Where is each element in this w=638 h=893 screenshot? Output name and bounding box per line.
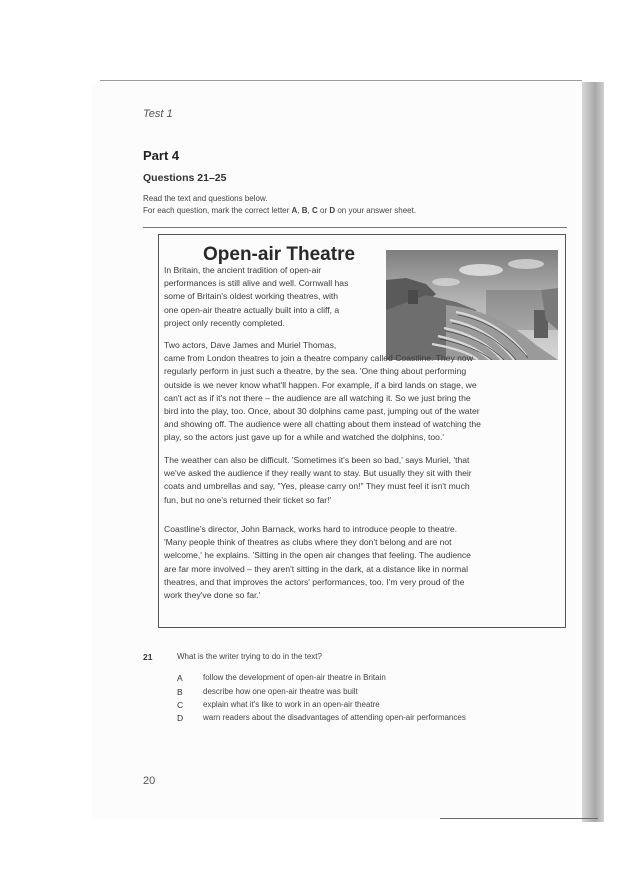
article-title: Open-air Theatre [203, 244, 356, 265]
questions-range: Questions 21–25 [143, 172, 227, 184]
text-line: play, so the actors just gave up for a while and watched the dolphins, too.' [164, 432, 444, 443]
text-line: welcome,' he explains. 'Sitting in the open air changes that feeling. The audience [164, 550, 471, 561]
text-line: coats and umbrellas and say, "Yes, please carry on!" They must feel it isn't much [164, 481, 470, 492]
instruction-line: Read the text and questions below. [143, 194, 268, 203]
option-c-text[interactable]: explain what it's like to work in an open-air theatre [203, 700, 380, 709]
box-top-rule [143, 227, 567, 228]
text-line: one open-air theatre actually built into a cliff, a [164, 304, 340, 315]
article-paragraph-1 [164, 264, 348, 330]
text-line: theatres, and that improves the actors' performances, too. I'm very proud of the [164, 576, 465, 587]
text-line: In Britain, the ancient tradition of open-air [164, 265, 322, 275]
top-rule [100, 80, 582, 81]
option-a-letter[interactable]: A [177, 673, 183, 683]
instructions [143, 193, 563, 217]
text-line: work they've done so far.' [164, 590, 261, 601]
option-b-letter[interactable]: B [177, 687, 183, 697]
text-line: bird into the play, too. Once, about 30 dolphins came past, jumping out of the water [164, 406, 480, 417]
option-d-letter[interactable]: D [177, 713, 184, 723]
page-number: 20 [143, 775, 156, 787]
question-stem: What is the writer trying to do in the text? [177, 652, 322, 661]
text-line: The weather can also be difficult. 'Sometimes it's been so bad,' says Muriel, 'that [164, 455, 470, 465]
text-line: fun, but no one's returned their ticket so far!' [164, 494, 332, 505]
text-line: and showing off. The audience were all chatting about them instead of watching the [164, 419, 481, 430]
text-line: project only recently completed. [164, 317, 285, 328]
text-line: regularly perform in just such a theatre, by the sea. 'One thing about performing [164, 366, 467, 377]
bottom-line [440, 818, 598, 819]
scan-shadow-band [582, 82, 604, 822]
text-line: outside is we never know what'll happen. For example, if a bird lands on stage, we [164, 379, 477, 390]
option-c-letter[interactable]: C [177, 700, 184, 710]
text-line: came from London theatres to join a theatre company called Coastline. They now [164, 353, 473, 364]
article-paragraph-3 [164, 454, 472, 507]
option-d-text[interactable]: warn readers about the disadvantages of attending open-air performances [203, 713, 466, 722]
option-b-text[interactable]: describe how one open-air theatre was built [203, 687, 358, 696]
text-line: Coastline's director, John Barnack, works hard to introduce people to theatre. [164, 524, 458, 534]
part-title: Part 4 [143, 148, 180, 163]
text-line: we've asked the audience if they really want to stay. But usually they sit with their [164, 468, 472, 479]
text-line: are far more involved – they aren't sitting in the dark, at a distance like in normal [164, 563, 469, 574]
article-paragraph-4 [164, 523, 471, 602]
text-line: performances is still alive and well. Cornwall has [164, 278, 349, 289]
text-line: some of Britain's oldest working theatres, with [164, 291, 339, 302]
option-a-text[interactable]: follow the development of open-air theatre in Britain [203, 673, 386, 682]
text-line: can't act as if it's not there – the audience are all watching it. So we just bring the [164, 392, 471, 403]
text-line: Two actors, Dave James and Muriel Thomas, [164, 340, 337, 350]
question-number: 21 [143, 652, 153, 662]
instruction-line: For each question, mark the correct letter A, B, C or D on your answer sheet. [143, 206, 417, 215]
test-label: Test 1 [143, 108, 173, 120]
text-line: 'Many people think of theatres as clubs where they don't belong and are not [164, 537, 452, 548]
instruction-text: For each question, mark the correct letter [143, 206, 292, 215]
article-paragraph-2 [164, 339, 481, 445]
